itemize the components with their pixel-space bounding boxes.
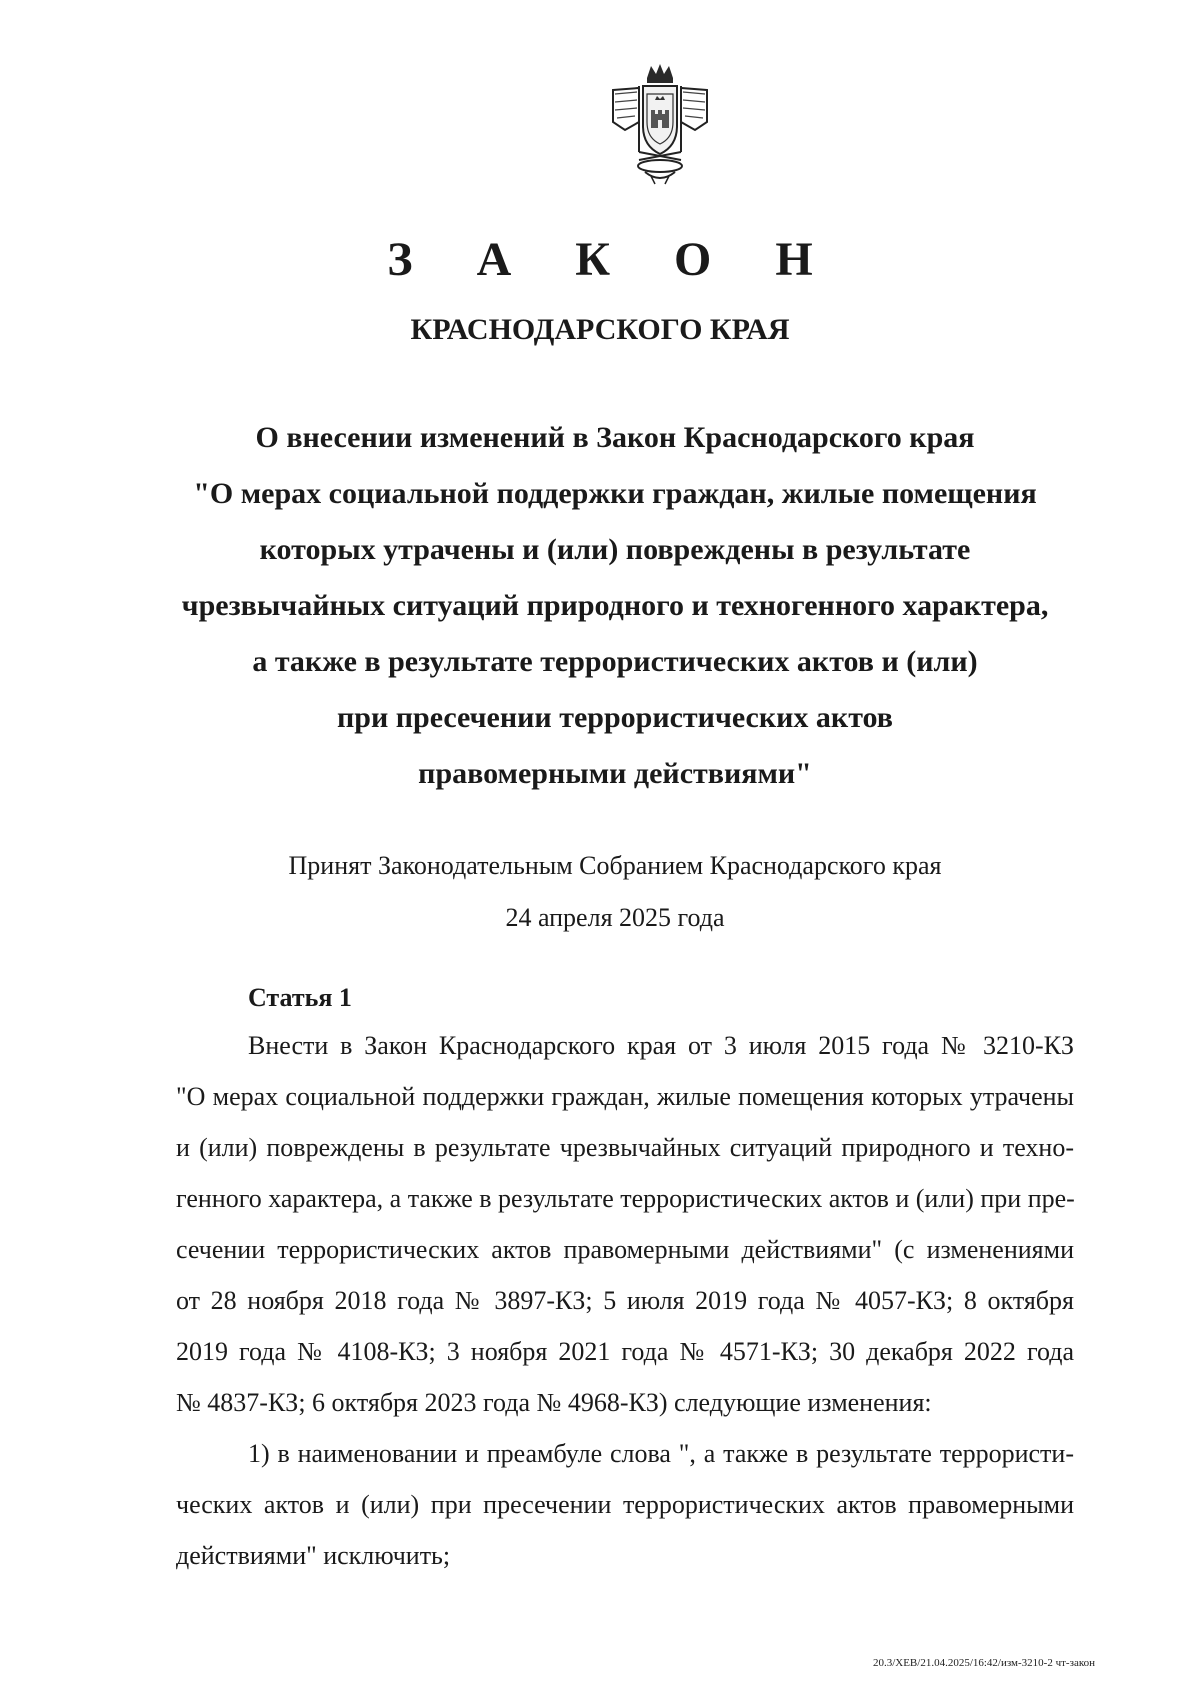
article-title: Статья 1	[248, 983, 352, 1012]
krasnodar-coat-of-arms-icon	[605, 60, 715, 190]
paragraph-line: генного характера, а также в результате террористических актов и (или) при пре-	[176, 1184, 1075, 1213]
paragraph-line: № 4837-КЗ; 6 октября 2023 года № 4968-КЗ) следующие изменения:	[176, 1388, 932, 1417]
law-name-line: правомерными действиями"	[418, 757, 812, 790]
law-name	[150, 410, 1080, 802]
adoption-date: 24 апреля 2025 года	[505, 903, 725, 932]
law-name-line: которых утрачены и (или) повреждены в результате	[259, 533, 971, 566]
document-code: 20.3/ХЕВ/21.04.2025/16:42/изм-3210-2 чт-закон	[872, 1657, 1095, 1669]
paragraph-line: и (или) повреждены в результате чрезвычайных ситуаций природного и техно-	[176, 1133, 1074, 1162]
paragraph-line: ческих актов и (или) при пресечении террористических актов правомерными	[176, 1490, 1074, 1519]
adoption-info	[150, 840, 1080, 944]
paragraph-line: от 28 ноября 2018 года № 3897-КЗ; 5 июля 2019 года № 4057-КЗ; 8 октября	[176, 1286, 1074, 1315]
paragraph-line: сечении террористических актов правомерными действиями" (с изменениями	[176, 1235, 1074, 1264]
paragraph-line: 2019 года № 4108-КЗ; 3 ноября 2021 года № 4571-КЗ; 30 декабря 2022 года	[176, 1337, 1074, 1366]
law-name-line: а также в результате террористических актов и (или)	[252, 645, 978, 678]
paragraph-line: 1) в наименовании и преамбуле слова ", а также в результате террористи-	[248, 1439, 1074, 1468]
paragraph-line: действиями" исключить;	[176, 1541, 451, 1570]
paragraph-line: "О мерах социальной поддержки граждан, жилые помещения которых утрачены	[176, 1082, 1074, 1111]
law-name-line: при пресечении террористических актов	[336, 701, 894, 734]
law-name-line: "О мерах социальной поддержки граждан, жилые помещения	[193, 477, 1037, 510]
law-name-line: чрезвычайных ситуаций природного и техногенного характера,	[181, 589, 1049, 622]
document-subtitle: КРАСНОДАРСКОГО КРАЯ	[410, 313, 790, 346]
law-name-line: О внесении изменений в Закон Краснодарского края	[255, 421, 975, 454]
paragraph-line: Внести в Закон Краснодарского края от 3 июля 2015 года № 3210-КЗ	[248, 1031, 1074, 1060]
adoption-body: Принят Законодательным Собранием Краснодарского края	[288, 851, 942, 880]
document-title: З А К О Н	[387, 233, 839, 286]
article-body	[176, 1020, 1074, 1581]
